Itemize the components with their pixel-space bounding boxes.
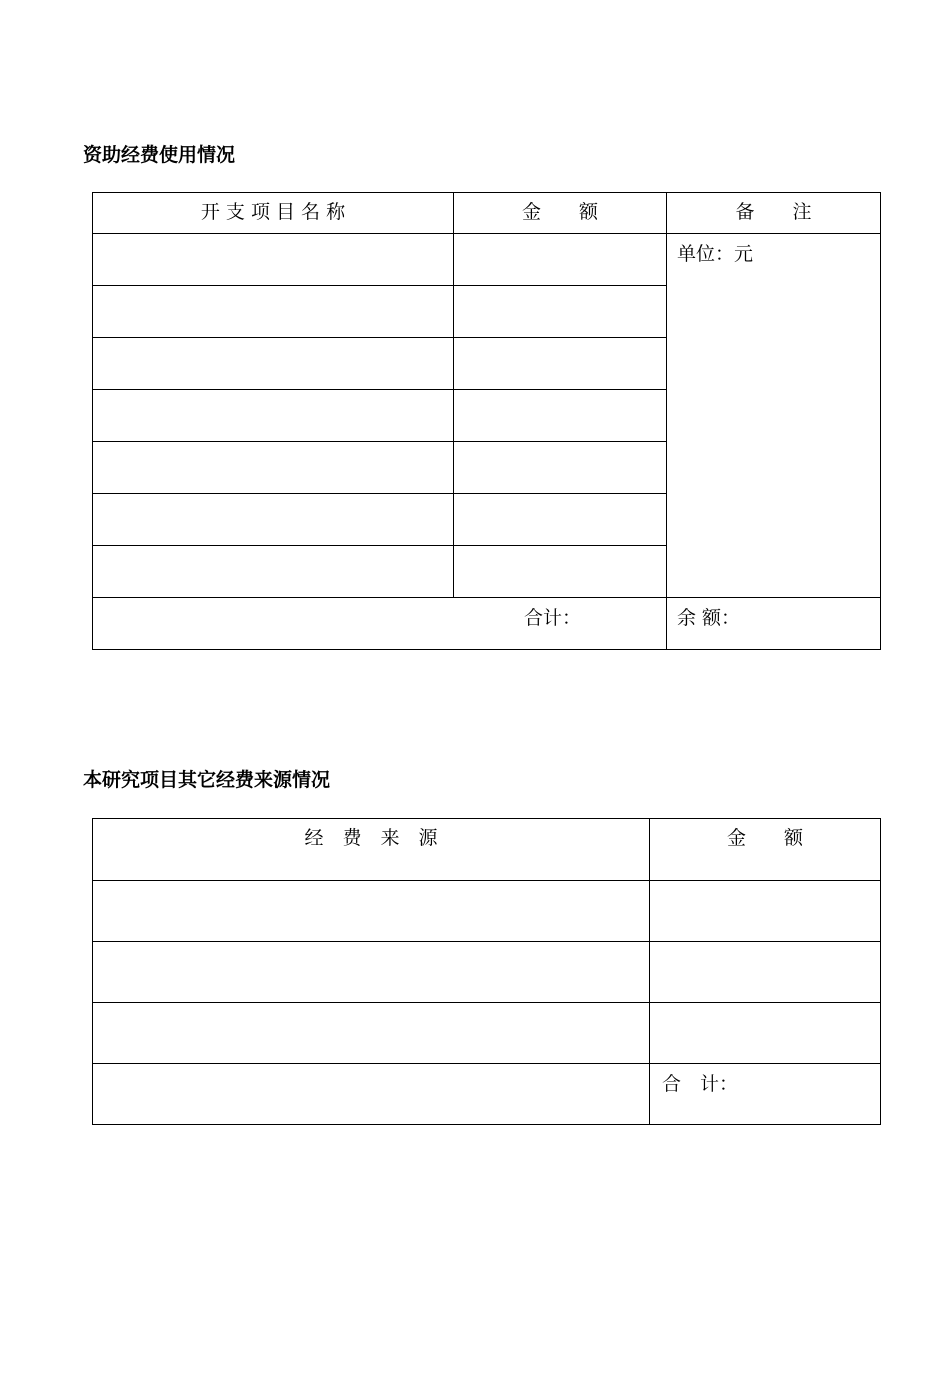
header-source: 经 费 来 源 [93,819,650,881]
amount-cell[interactable] [650,942,881,1003]
item-name-cell[interactable] [93,286,454,338]
total-cell[interactable] [93,598,667,650]
amount-cell[interactable] [650,881,881,942]
amount-cell[interactable] [454,442,667,494]
total-label: 合 计： [662,1073,739,1095]
header-amount: 金 额 [650,819,881,881]
amount-cell[interactable] [454,286,667,338]
amount-cell[interactable] [454,546,667,598]
source-cell[interactable] [93,881,650,942]
expenditure-table [92,192,881,650]
section-title-expenditure: 资助经费使用情况 [83,144,236,166]
section-title-other-funding: 本研究项目其它经费来源情况 [83,769,331,791]
header-amount: 金 额 [454,193,667,234]
amount-cell[interactable] [454,494,667,546]
item-name-cell[interactable] [93,234,454,286]
header-item-name: 开 支 项 目 名 称 [93,193,454,234]
item-name-cell[interactable] [93,390,454,442]
source-cell[interactable] [93,1064,650,1125]
amount-cell[interactable] [454,338,667,390]
balance-label: 余 额： [677,607,741,629]
balance-cell[interactable] [667,598,881,650]
amount-cell[interactable] [650,1003,881,1064]
amount-cell[interactable] [454,234,667,286]
source-cell[interactable] [93,942,650,1003]
source-cell[interactable] [93,1003,650,1064]
other-funding-table [92,818,881,1125]
unit-note: 单位：元 [677,243,754,265]
amount-cell[interactable] [454,390,667,442]
item-name-cell[interactable] [93,338,454,390]
total-label: 合计： [523,607,581,629]
item-name-cell[interactable] [93,546,454,598]
item-name-cell[interactable] [93,442,454,494]
item-name-cell[interactable] [93,494,454,546]
header-remark: 备 注 [667,193,881,234]
total-cell[interactable] [650,1064,881,1125]
remark-cell[interactable] [667,234,881,598]
